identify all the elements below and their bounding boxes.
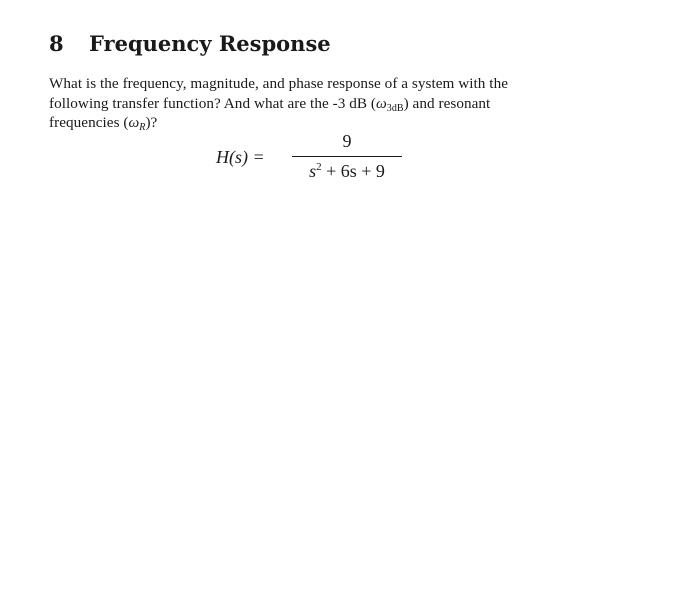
omega-r-symbol: ω	[128, 114, 140, 131]
equation-denominator	[292, 159, 402, 183]
section-title: Frequency Response	[89, 31, 331, 56]
equation-numerator: 9	[342, 131, 352, 151]
equation-lhs: H(s) =	[216, 147, 265, 167]
question-line-1: What is the frequency, magnitude, and phase response of a system with the	[49, 75, 508, 92]
omega-3db-symbol: ω	[375, 94, 387, 112]
equation-fraction	[292, 128, 402, 183]
omega-3db-subscript: 3dB	[386, 102, 404, 114]
question-line-2	[49, 94, 579, 114]
question-line-3-tail: )?	[145, 114, 158, 131]
denominator-base: s	[309, 161, 317, 181]
question-line-2-tail: ) and resonant	[403, 94, 491, 112]
denominator-exponent: 2	[316, 161, 322, 173]
denominator-rest: + 6s + 9	[321, 161, 385, 181]
fraction-bar	[292, 156, 402, 157]
section-heading	[49, 30, 331, 58]
section-number: 8	[49, 31, 64, 56]
question-line-2-text: following transfer function? And what are the -3 dB (	[49, 94, 376, 112]
question-paragraph	[49, 74, 579, 133]
omega-r-subscript: R	[139, 122, 146, 133]
question-line-3-text: frequencies (	[49, 114, 129, 131]
